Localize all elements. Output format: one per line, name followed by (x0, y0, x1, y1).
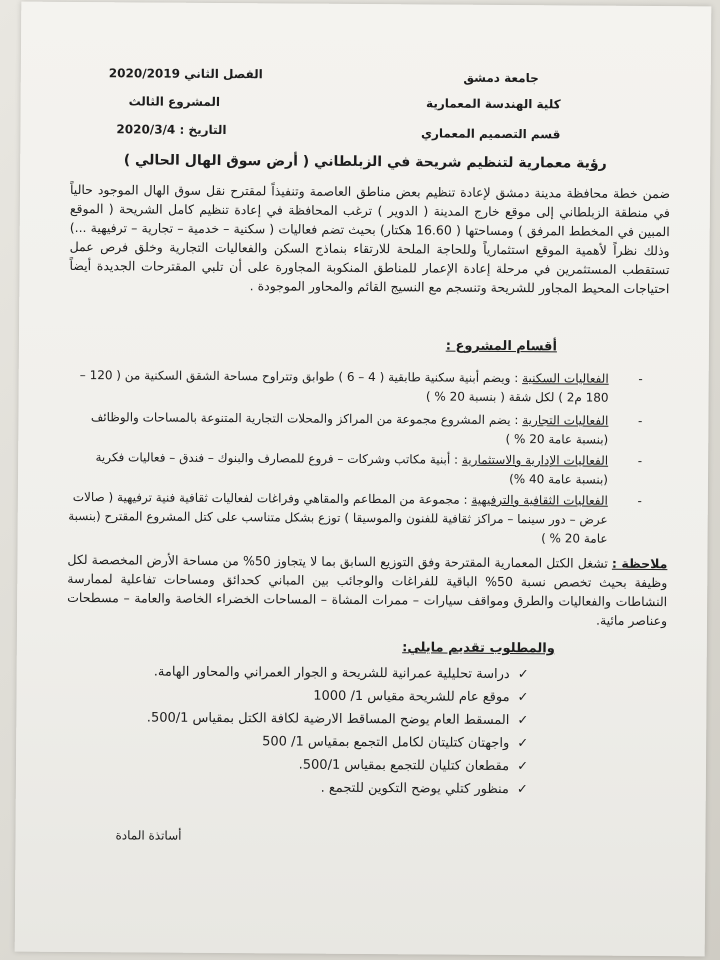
dash-bullet: - (638, 371, 643, 386)
department-name: قسم التصميم المعماري (420, 126, 561, 142)
sections-heading: أقسام المشروع : (445, 338, 557, 355)
check-icon: ✓ (517, 713, 529, 729)
section-item (68, 408, 643, 450)
section-text: : يضم المشروع مجموعة من المراكز والمحلات التجارية المتنوعة بالمساحات والوظائف (بنسبة عامة 20 % ) (90, 410, 609, 447)
required-item-text: منظور كتلي يوضح التكوين للتجمع . (320, 780, 509, 798)
signature-label: أساتذة المادة (115, 828, 182, 843)
section-text: : مجموعة من المطاعم والمقاهي وفراغات لفعاليات ثقافية فنية ترفيهية ( صالات عرض – دور سينما – مراكز ثقافية للفنون والموسيقا ) توزع بشكل متناسب على كتل المشروع المقترح (بنسبة عامة 20 % ) (68, 489, 608, 546)
note-text: تشغل الكتل المعمارية المقترحة وفق التوزيع السابق بما لا يتجاوز 50% من مساحة الأرض المخصصة لكل وظيفة بحيث تخصص نسبة 50% الباقية للفراغات والوجائب بين المباني كحدائق ومساحات تفاعلية لممارسة النشاطات والفعاليات والطرق ومواقف سيارات – ممرات المشاة – المساحات الخضراء الخاصة والعامة – مسطحات وعناصر مائية. (67, 551, 668, 629)
check-icon: ✓ (517, 736, 529, 752)
section-label: الفعاليات الثقافية والترفيهية (471, 492, 608, 508)
note-label: ملاحظة : (611, 555, 668, 572)
university-name: جامعة دمشق (463, 70, 539, 86)
dash-bullet: - (638, 413, 643, 428)
required-heading: والمطلوب تقديم مايلي: (402, 640, 555, 657)
section-text: : ويضم أبنية سكنية طابقية ( 4 – 6 ) طوابق وتتراوح مساحة الشقق السكنية من ( 120 – 180 م2 ) لكل شقة ( بنسبة 20 % ) (79, 368, 609, 405)
section-label: الفعاليات الإدارية والاستثمارية (461, 452, 609, 468)
document-title: رؤية معمارية لتنظيم شريحة في الزبلطاني ( أرض سوق الهال الحالي ) (123, 152, 607, 172)
faculty-name: كلية الهندسة المعمارية (426, 96, 561, 112)
required-item-text: موقع عام للشريحة مقياس 1/ 1000 (313, 688, 510, 706)
section-label: الفعاليات السكنية (522, 371, 609, 386)
section-item (68, 488, 642, 549)
required-item (313, 689, 528, 706)
note-paragraph (67, 550, 668, 630)
document-sheet (15, 2, 712, 957)
section-item (68, 448, 643, 490)
required-item-text: المسقط العام يوضح المساقط الارضية لكافة الكتل بمقياس 500/1. (146, 710, 510, 729)
check-icon: ✓ (516, 782, 528, 798)
check-icon: ✓ (517, 690, 529, 706)
section-text: : أبنية مكاتب وشركات – فروع للمصارف والبنوك – فندق – فعاليات فكرية (بنسبة عامة 40 %) (95, 450, 609, 487)
dash-bullet: - (637, 493, 642, 508)
section-label: الفعاليات التجارية (522, 413, 609, 428)
section-item (69, 366, 643, 408)
dash-bullet: - (637, 453, 643, 468)
check-icon: ✓ (517, 759, 529, 775)
required-item (262, 734, 528, 751)
required-item (154, 665, 529, 683)
required-item-text: مقطعان كتليان للتجمع بمقياس 500/1. (298, 757, 510, 775)
semester-label: الفصل الثاني 2020/2019 (108, 66, 263, 82)
required-item-text: دراسة تحليلية عمرانية للشريحة و الجوار العمراني والمحاور الهامة. (153, 664, 510, 683)
required-item (299, 758, 528, 775)
required-item-text: واجهتان كتليتان لكامل التجمع بمقياس 1/ 500 (262, 734, 510, 752)
check-icon: ✓ (517, 667, 529, 683)
intro-paragraph: ضمن خطة محافظة مدينة دمشق لإعادة تنظيم بعض مناطق العاصمة وتنفيذاً لمقترح نقل سوق الهال الموجود حالياً في منطقة الزبلطاني إلى موقع خارج المدينة ( الدوير ) ترغب المحافظة في إعادة تنظيم كامل الشريحة ( الموقع المبين في المخطط المرفق ) ومساحتها ( 16.60 هكتار) بحيث تضم فعاليات ( سكنية – خدمية – تجارية – ترفيهية ...) وذلك نظراً لأهمية الموقع استثمارياً وللحاجة الملحة للارتقاء بنماذج السكن والفعاليات التجارية وخلق فرص عمل تستقطب المستثمرين في مرحلة إعادة الإعمار للمناطق المنكوبة المجاورة على أن تلبي المقترحات الجديدة أيضاً احتياجات المحيط المجاور للشريحة وتنسجم مع النسيج القائم والمحاور الموجودة . (69, 181, 671, 297)
required-item (147, 710, 529, 728)
document-date: التاريخ : 2020/3/4 (116, 122, 227, 138)
required-item (321, 781, 528, 797)
project-number: المشروع الثالث (128, 94, 221, 109)
